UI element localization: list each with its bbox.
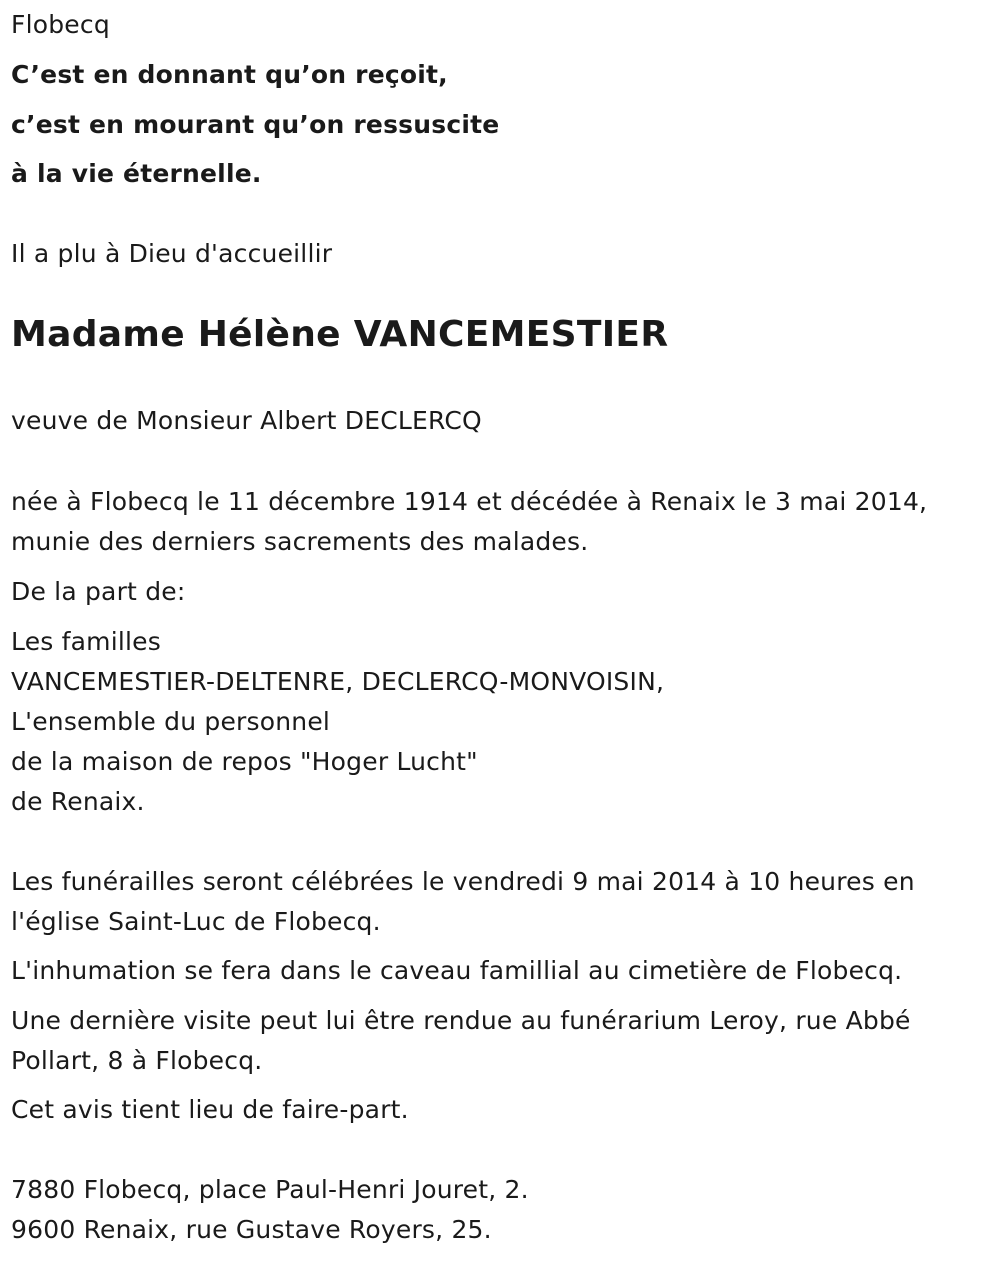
birth-death-line-1: née à Flobecq le 11 décembre 1914 et décédée à Renaix le 3 mai 2014, [11,487,928,516]
notice-text: Cet avis tient lieu de faire-part. [11,1095,409,1124]
visit-line-2: Pollart, 8 à Flobecq. [11,1046,263,1075]
families-line-3: L'ensemble du personnel [11,707,331,736]
families-line-4: de la maison de repos "Hoger Lucht" [11,747,478,776]
funeral-line-2: l'église Saint-Luc de Flobecq. [11,907,381,936]
from-label: De la part de: [11,577,186,606]
verse-line-1: C’est en donnant qu’on reçoit, [11,60,448,89]
spouse-text: veuve de Monsieur Albert DECLERCQ [11,406,482,435]
address-line-1: 7880 Flobecq, place Paul-Henri Jouret, 2. [11,1175,529,1204]
families-line-1: Les familles [11,627,161,656]
families-line-2: VANCEMESTIER-DELTENRE, DECLERCQ-MONVOISIN, [11,667,665,696]
birth-death-line-2: munie des derniers sacrements des malades. [11,527,589,556]
verse-line-2: c’est en mourant qu’on ressuscite [11,110,500,139]
visit-line-1: Une dernière visite peut lui être rendue au funérarium Leroy, rue Abbé [11,1006,911,1035]
deceased-name: Madame Hélène VANCEMESTIER [11,314,669,355]
families-line-5: de Renaix. [11,787,145,816]
funeral-line-1: Les funérailles seront célébrées le vendredi 9 mai 2014 à 10 heures en [11,867,915,896]
intro-text: Il a plu à Dieu d'accueillir [11,239,333,268]
location-heading: Flobecq [11,10,110,39]
verse-line-3: à la vie éternelle. [11,159,262,188]
address-line-2: 9600 Renaix, rue Gustave Royers, 25. [11,1215,492,1244]
burial-text: L'inhumation se fera dans le caveau famillial au cimetière de Flobecq. [11,956,903,985]
